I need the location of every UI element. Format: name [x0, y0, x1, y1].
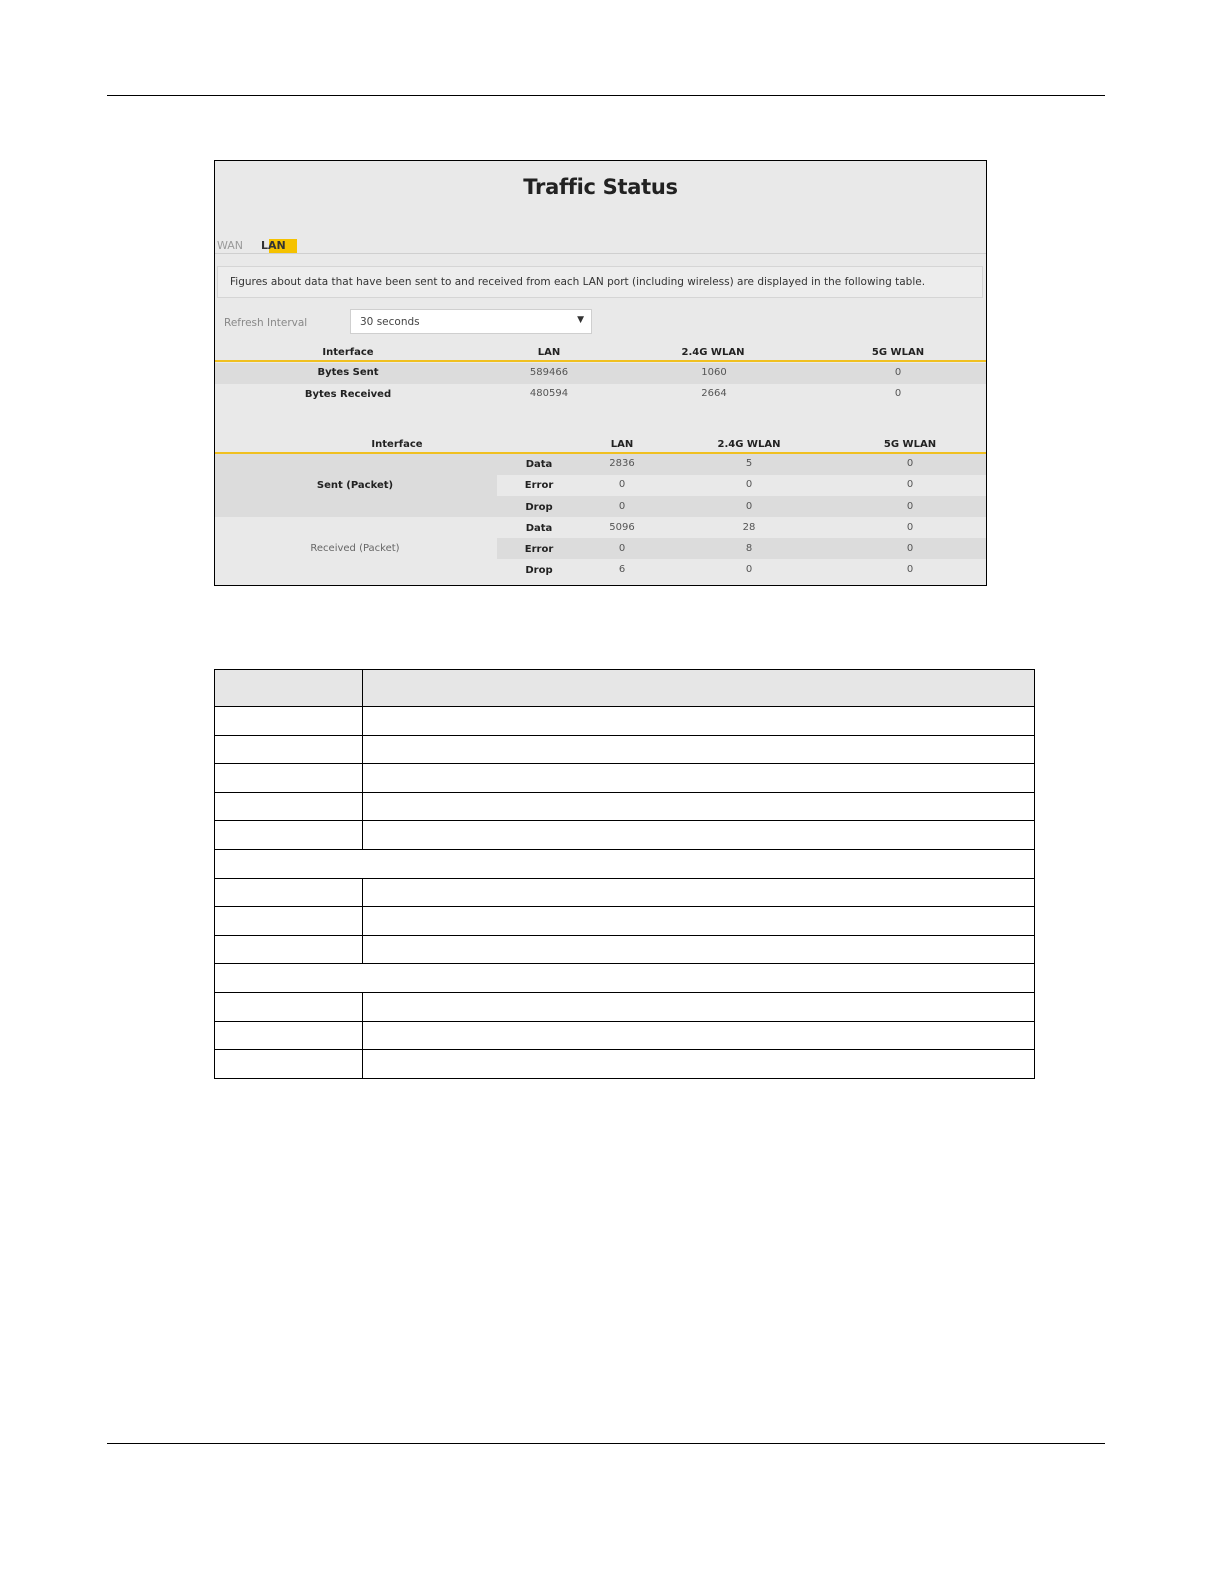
table-cell	[215, 935, 363, 964]
table-cell	[363, 992, 1035, 1021]
bytes-sent-label: Bytes Sent	[317, 367, 379, 378]
tab-lan[interactable]	[259, 239, 297, 253]
refresh-interval-value: 30 seconds	[360, 316, 420, 328]
bytes-sent-24g: 1060	[701, 367, 727, 378]
bytes-header-5g: 5G WLAN	[871, 347, 925, 358]
table-row	[215, 1021, 1035, 1050]
table-cell	[363, 792, 1035, 821]
bytes-received-24g: 2664	[701, 388, 727, 399]
table-section-cell	[215, 964, 1035, 993]
refresh-interval-select[interactable]	[350, 309, 592, 334]
sent-drop-24g: 0	[745, 501, 753, 512]
sent-drop-type: Drop	[525, 502, 553, 513]
description-text: Figures about data that have been sent to and received from each LAN port (including wireless) are displayed in the following table.	[230, 276, 926, 288]
sent-data-24g: 5	[745, 458, 753, 469]
tab-divider	[215, 253, 986, 254]
table-section-row	[215, 964, 1035, 993]
traffic-status-screenshot	[214, 160, 987, 586]
table-cell	[363, 907, 1035, 936]
table-row	[215, 735, 1035, 764]
tab-wan-label: WAN	[217, 239, 244, 252]
table-cell	[215, 792, 363, 821]
table-row	[215, 935, 1035, 964]
sent-data-type: Data	[525, 459, 553, 470]
table-row	[215, 1050, 1035, 1079]
table-row	[215, 992, 1035, 1021]
table-cell	[215, 707, 363, 736]
dropdown-arrow-icon: ▼	[577, 315, 584, 325]
table-cell	[215, 764, 363, 793]
description-table	[214, 669, 1035, 1079]
sent-error-24g: 0	[745, 479, 753, 490]
sent-error-5g: 0	[906, 479, 914, 490]
sent-data-5g: 0	[906, 458, 914, 469]
packet-header-5g: 5G WLAN	[883, 439, 937, 450]
received-error-type: Error	[524, 544, 554, 555]
table-cell	[363, 735, 1035, 764]
bytes-received-label: Bytes Received	[304, 389, 392, 400]
table-cell	[215, 878, 363, 907]
received-error-lan: 0	[618, 543, 626, 554]
table-header-cell	[363, 670, 1035, 707]
table-row	[215, 792, 1035, 821]
bytes-sent-5g: 0	[894, 367, 902, 378]
table-row	[215, 821, 1035, 850]
table-row	[215, 707, 1035, 736]
table-cell	[363, 707, 1035, 736]
table-cell	[215, 1050, 363, 1079]
table-cell	[363, 1021, 1035, 1050]
table-cell	[363, 878, 1035, 907]
bytes-received-lan: 480594	[529, 388, 569, 399]
sent-drop-lan: 0	[618, 501, 626, 512]
page-title: Traffic Status	[523, 175, 678, 199]
received-drop-24g: 0	[745, 564, 753, 575]
table-row	[215, 878, 1035, 907]
table-cell	[363, 935, 1035, 964]
received-error-24g: 8	[745, 543, 753, 554]
bytes-header-underline	[215, 360, 986, 362]
table-header-cell	[215, 670, 363, 707]
header-rule	[107, 95, 1105, 96]
bytes-received-5g: 0	[894, 388, 902, 399]
packet-header-24g: 2.4G WLAN	[717, 439, 781, 450]
description-box	[217, 266, 983, 298]
bytes-header-lan: LAN	[537, 347, 561, 358]
table-cell	[215, 735, 363, 764]
packet-header-lan: LAN	[610, 439, 634, 450]
sent-error-type: Error	[524, 480, 554, 491]
packet-header-interface: Interface	[371, 439, 423, 450]
received-data-type: Data	[525, 523, 553, 534]
table-row	[215, 764, 1035, 793]
sent-packet-label: Sent (Packet)	[316, 480, 394, 491]
table-cell	[215, 907, 363, 936]
bytes-sent-lan: 589466	[529, 367, 569, 378]
table-header-row	[215, 670, 1035, 707]
received-packet-label: Received (Packet)	[310, 543, 400, 554]
sent-drop-5g: 0	[906, 501, 914, 512]
received-drop-5g: 0	[906, 564, 914, 575]
table-cell	[363, 821, 1035, 850]
received-data-lan: 5096	[609, 522, 635, 533]
tab-bar	[215, 239, 986, 253]
table-row	[215, 907, 1035, 936]
table-cell	[215, 992, 363, 1021]
table-cell	[363, 1050, 1035, 1079]
tab-lan-label: LAN	[261, 239, 286, 252]
table-cell	[215, 1021, 363, 1050]
table-section-cell	[215, 849, 1035, 878]
table-cell	[363, 764, 1035, 793]
received-drop-lan: 6	[618, 564, 626, 575]
sent-error-lan: 0	[618, 479, 626, 490]
sent-data-lan: 2836	[609, 458, 635, 469]
bytes-header-interface: Interface	[322, 347, 374, 358]
received-data-5g: 0	[906, 522, 914, 533]
bytes-header-24g: 2.4G WLAN	[681, 347, 745, 358]
footer-rule	[107, 1443, 1105, 1444]
table-cell	[215, 821, 363, 850]
received-data-24g: 28	[742, 522, 756, 533]
tab-wan[interactable]	[217, 239, 243, 253]
table-section-row	[215, 849, 1035, 878]
refresh-interval-label: Refresh Interval	[224, 317, 308, 329]
received-error-5g: 0	[906, 543, 914, 554]
received-drop-type: Drop	[525, 565, 553, 576]
